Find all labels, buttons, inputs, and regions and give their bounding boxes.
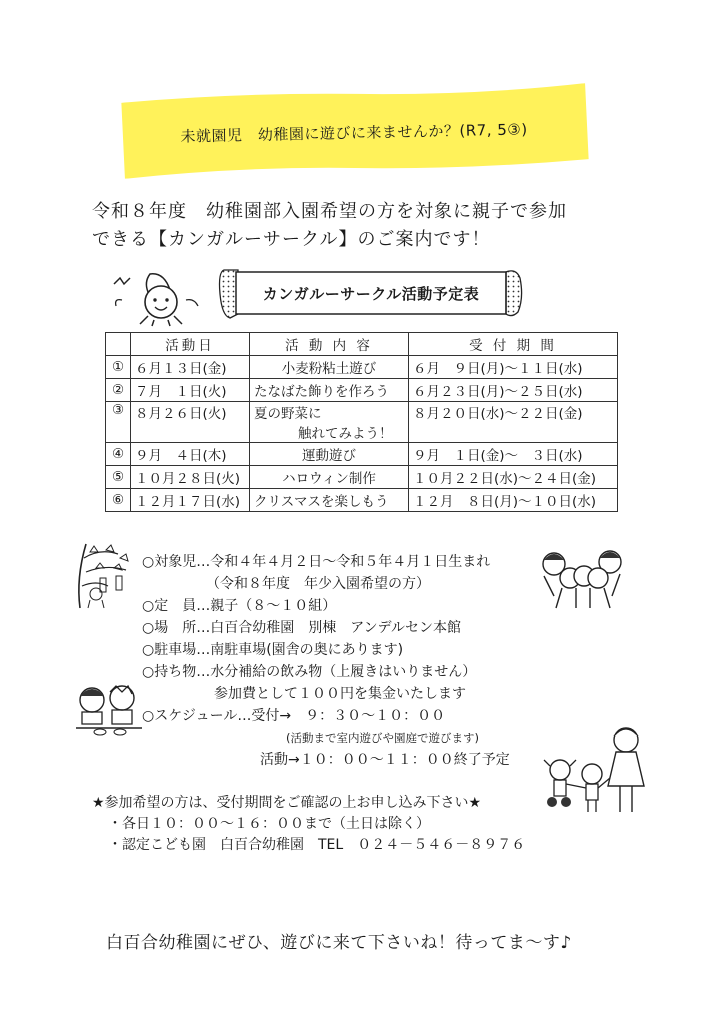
detail-place: ○場 所…白百合幼稚園 別棟 アンデルセン本館 (142, 620, 461, 636)
closing-message: 白百合幼稚園にぜひ、遊びに来て下さいね！待ってま～す♪ (106, 933, 572, 953)
row-date: ６月１３日(金) (131, 356, 250, 379)
details-section (142, 551, 510, 771)
table-row (106, 489, 618, 512)
row-period: ９月 １日(金)～ ３日(水) (409, 443, 618, 466)
row-activity: たなばた飾りを作ろう (250, 379, 409, 402)
row-number: ④ (106, 443, 131, 466)
detail-activity-time: 活動→１０：００～１１：００終了予定 (260, 752, 510, 768)
table-row (106, 443, 618, 466)
header-date: 活動日 (131, 333, 250, 356)
family-walking-illustration (540, 722, 660, 818)
kids-clay-illustration (70, 682, 150, 740)
row-activity: ハロウィン制作 (250, 466, 409, 489)
row-activity: クリスマスを楽しもう (250, 489, 409, 512)
apply-hours: ・各日１０：００～１６：００まで（土日は除く） (108, 816, 430, 832)
mascot-illustration (108, 270, 208, 328)
table-row (106, 402, 618, 443)
row-activity-line-1: 夏の野菜に (254, 406, 322, 422)
detail-schedule: ○スケジュール…受付→ ９：３０～１０：００ (142, 708, 446, 724)
row-number: ⑤ (106, 466, 131, 489)
title-banner (117, 83, 591, 179)
table-row (106, 379, 618, 402)
tanabata-illustration (66, 538, 146, 610)
row-period: １０月２２日(水)～２４日(金) (409, 466, 618, 489)
table-row (106, 466, 618, 489)
row-date: ８月２６日(火) (131, 402, 250, 443)
header-number (106, 333, 131, 356)
row-date: ９月 ４日(木) (131, 443, 250, 466)
row-activity (250, 402, 409, 443)
apply-heading: ★参加希望の方は、受付期間をご確認の上お申し込み下さい★ (92, 795, 482, 811)
row-period: ６月 ９日(月)～１１日(水) (409, 356, 618, 379)
table-header-row (106, 333, 618, 356)
row-period: ６月２３日(月)～２５日(水) (409, 379, 618, 402)
row-date: １２月１７日(水) (131, 489, 250, 512)
detail-schedule-note: (活動まで室内遊びや園庭で遊びます) (286, 731, 479, 745)
schedule-heading (216, 264, 526, 322)
row-number: ① (106, 356, 131, 379)
row-number: ② (106, 379, 131, 402)
row-number: ⑥ (106, 489, 131, 512)
apply-contact: ・認定こども園 白百合幼稚園 TEL ０２４－５４６－８９７６ (108, 837, 526, 853)
intro-text (92, 198, 567, 254)
banner-title: 未就園児 幼稚園に遊びに来ませんか？(R7, 5③) (180, 120, 528, 146)
children-group-illustration (540, 546, 626, 616)
row-period: ８月２０日(水)～２２日(金) (409, 402, 618, 443)
intro-line-1: 令和８年度 幼稚園部入園希望の方を対象に親子で参加 (92, 201, 567, 222)
detail-capacity: ○定 員…親子（８～１０組） (142, 598, 337, 614)
detail-belongings: ○持ち物…水分補給の飲み物（上履きはいりません） (142, 664, 477, 680)
row-date: １０月２８日(火) (131, 466, 250, 489)
row-activity: 運動遊び (250, 443, 409, 466)
detail-target-note: （令和８年度 年少入園希望の方） (206, 576, 430, 592)
row-number: ③ (106, 402, 131, 443)
detail-parking: ○駐車場…南駐車場(園舎の奥にあります) (142, 642, 404, 658)
intro-line-2: できる【カンガルーサークル】のご案内です！ (92, 229, 491, 250)
table-row (106, 356, 618, 379)
row-period: １２月 ８日(月)～１０日(水) (409, 489, 618, 512)
apply-section (92, 793, 525, 856)
header-activity: 活 動 内 容 (250, 333, 409, 356)
header-period: 受 付 期 間 (409, 333, 618, 356)
schedule-table (105, 332, 618, 512)
row-activity: 小麦粉粘土遊び (250, 356, 409, 379)
row-activity-line-2: 触れてみよう！ (298, 426, 393, 442)
detail-target: ○対象児…令和４年４月２日～令和５年４月１日生まれ (142, 554, 491, 570)
schedule-title: カンガルーサークル活動予定表 (262, 285, 480, 303)
row-date: ７月 １日(火) (131, 379, 250, 402)
detail-fee: 参加費として１００円を集金いたします (214, 686, 466, 702)
